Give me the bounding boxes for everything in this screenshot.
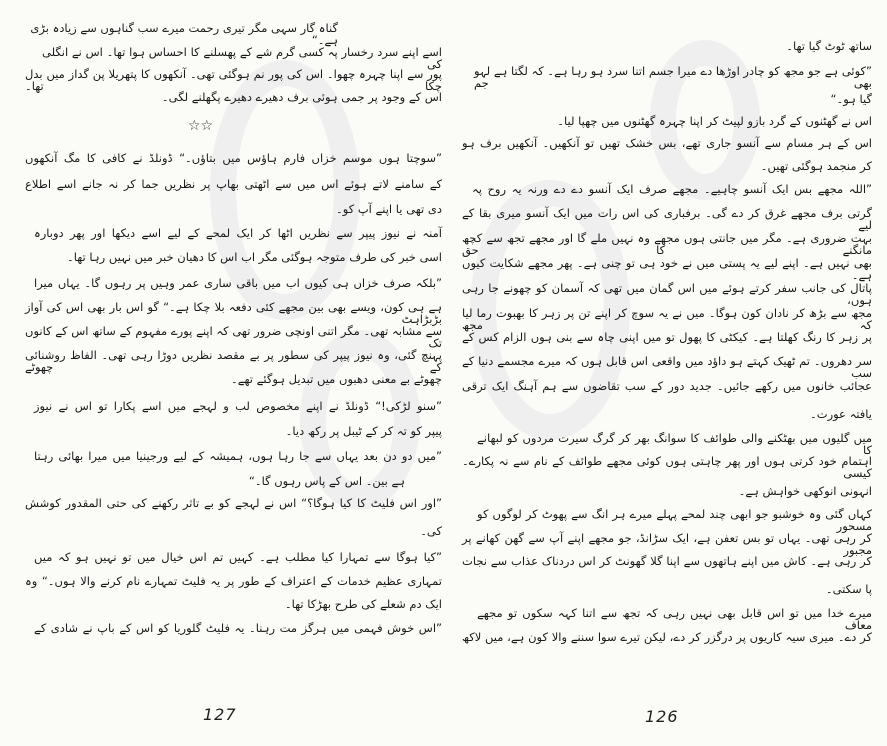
text-line: ”اس خوش فہمی میں ہرگز مت رہنا۔ یہ فلیٹ گلوریا کو اس کے باپ نے شادی کے [34,621,442,635]
text-line: مجھ سے بڑھ کر نادان کون ہوگا۔ میں نے یہ سوچ کر اپنے تن پر زہر کا بھبوت رما لیا کہ مجھ [462,306,872,332]
text-line: ساتھ ٹوٹ گیا تھا۔ [786,39,872,53]
text-line: اسے اپنے سرد رخسار پہ کسی گرم شے کے پھسلنے کا احساس ہوا تھا۔ اس نے انگلی کی [42,45,442,71]
text-line: میرے خدا میں تو اس قابل بھی نہیں رہی کہ تجھ سے اتنا کہہ سکوں تو مجھے معاف [477,606,872,632]
text-line: ہے ہی کون، ویسے بھی بین مجھے کئی دفعہ بلا چکا ہے۔“ گو اس بار بھی اس کی آواز بڑبڑاہٹ [25,300,442,326]
text-line: گیا ہو۔“ [830,92,872,106]
text-line: بھی نہیں ہے۔ اپنے لیے یہ پستی میں نے خود ہی تو چنی ہے۔ پھر مجھے شکایت کیوں ہے۔ [462,256,872,282]
text-line: سے مشابہ تھی۔ مگر اتنی اونچی ضرور تھی کہ اپنے پورے مفہوم کے ساتھ اس کے کانوں تک [25,324,442,350]
text-line: سر دھروں۔ تم ٹھیک کہتے ہو داؤد میں واقعی اس قابل ہوں کہ میرے مجسمے دنیا کے سب [462,354,872,380]
text-line: کہاں گئی وہ خوشبو جو ابھی چند لمحے پہلے میرے ہر انگ سے پھوٹ کر لوگوں کو مسحور [477,507,872,533]
text-line: پہنچ گئی، وہ نیوز پیپر کی سطور پر بے مقصد نظریں دوڑا رہی تھی۔ الفاظ روشنائی کے چھوٹے [25,348,442,374]
text-line: انہونی انوکھی خواہش ہے۔ [738,484,872,498]
text-line: کر دے۔ میری سیہ کاریوں پر درگزر کر دے، لیکن تیرے سوا سننے والا کون ہے، میں لاکھ [462,630,872,644]
page-number: 126 [645,707,679,726]
section-separator-stars: ☆☆ [188,118,214,134]
text-line: آمنہ نے نیوز پیپر سے نظریں اٹھا کر ایک لمحے کے لیے اسے دیکھا اور پھر دوبارہ [34,226,442,240]
text-line: یافتہ عورت۔ [810,407,872,421]
text-line: کی۔ [420,524,442,538]
text-line: دی تھی یا اپنے آپ کو۔ [336,202,442,216]
text-line: گرتی برف مجھے غرق کر دے گی۔ برفباری کی اس رات میں ایک آنسو میری بقا کے لیے [462,206,872,232]
text-line: اس کے وجود پر جمی ہوئی برف دھیرے دھیرے پگھلنے لگی۔ [161,90,442,104]
text-line: ”میں دو دن بعد یہاں سے جا رہا ہوں، ہمیشہ کے لیے ورجینیا میں میرا بھائی رہتا [34,449,442,463]
text-line: بہت ضروری ہے۔ مگر میں جانتی ہوں مجھے وہ نہیں ملے گا اور مجھے تجھ سے کچھ مانگنے کا حق [462,231,872,257]
text-line: ہے بین۔ اس کے پاس رہوں گا۔“ [248,474,405,488]
text-line: پاتال کی جانب سفر کرتے ہوئے میں اس گمان میں تھی کہ آسمان کو چھونے جا رہی ہوں، [462,281,872,307]
text-line: کے سامنے لاتے ہوئے اس میں سے اٹھتی بھاپ پر نظریں جما کر نہ جانے اسے اطلاع [25,177,442,191]
right-page-126 [450,0,887,746]
text-line: ”کوئی ہے جو مجھ کو چادر اوڑھا دے میرا جسم اتنا سرد ہو رہا ہے۔ کہ لگتا ہے لہو بھی جم [474,64,872,90]
text-line: اسی خبر کی طرف متوجہ ہوگئی مگر اب اس کا دھیان خبر میں نہیں رہا تھا۔ [67,250,442,264]
text-line: اہتمام خود کرتی ہوں اور پھر چاہتی ہوں کوئی مجھے طوائف کے نام سے نہ پکارے۔ کیسی [462,454,872,480]
text-line: کر منجمد ہوگئی تھیں۔ [760,159,872,173]
text-line: گناہ گار سہی مگر تیری رحمت میرے سب گناہوں سے زیادہ بڑی ہے۔“ [30,21,338,47]
text-line: چھوٹے بے معنی دھبوں میں تبدیل ہوگئے تھے۔ [231,372,442,386]
text-line: ”کیا ہوگا سے تمہارا کیا مطلب ہے۔ کہیں تم اس خیال میں تو نہیں ہو کہ میں [34,550,442,564]
text-line: عجائب خانوں میں رکھے جائیں۔ جدید دور کے سب تقاضوں سے ہم آہنگ ایک ترقی [462,379,872,393]
text-line: تمہاری عظیم خدمات کے اعتراف کے طور پر یہ فلیٹ تمہارے نام کرنے والا ہوں۔“ وہ [25,574,442,588]
text-line: ”سنو لڑکی!“ ڈونلڈ نے اپنے مخصوص لب و لہجے میں اسے پکارا تو اس نے نیوز [34,399,442,413]
text-line: کر رہی تھی۔ یہاں تو بس تعفن ہے، ایک سڑانڈ، جو مجھے اپنے آپ سے گھن کھانے پر مجبور [462,531,872,557]
text-line: پا سکتی۔ [825,582,872,596]
text-line: ”سوچتا ہوں موسم خزاں فارم ہاؤس میں بتاؤں۔“ ڈونلڈ نے کافی کا مگ آنکھوں [25,151,442,165]
page-number: 127 [203,705,237,724]
text-line: اس نے گھٹنوں کے گرد بازو لپیٹ کر اپنا چہرہ گھٹنوں میں چھپا لیا۔ [557,114,872,128]
text-line: ایک دم شعلے کی طرح بھڑکا تھا۔ [284,597,442,611]
text-line: کر رہی ہے۔ کاش میں اپنے ہاتھوں سے اپنا گلا گھونٹ کر اس دردناک عذاب سے نجات [462,554,872,568]
text-line: ”اللہ مجھے بس ایک آنسو چاہیے۔ مجھے صرف ایک آنسو دے دے ورنہ یہ روح پہ [472,182,872,196]
text-line: ”بلکہ صرف خزاں ہی کیوں اب میں باقی ساری عمر وہیں پر رہوں گا۔ یہاں میرا [34,276,442,290]
text-line: اس کے ہر مسام سے آنسو جاری تھے، بس خشک تھیں تو آنکھیں۔ آنکھیں برف ہو [462,136,872,150]
text-line: پیپر کو تہ کر کے ٹیبل پر رکھ دیا۔ [285,424,442,438]
text-line: میں گلیوں میں بھٹکنے والی طوائف کا سوانگ بھر کر گرگ سیرت مردوں کو لبھانے کا [477,431,872,457]
text-line: ”اور اس فلیٹ کا کیا ہوگا؟“ اس نے لہجے کو بے تاثر رکھنے کی حتی المقدور کوشش [25,496,442,510]
text-line: پر زہر کا رنگ کھلتا ہے۔ کیکٹی کا پھول تو میں اپنی چاہ سے بنی ہوں الزام کس کے [462,330,872,344]
text-line: پور سے اپنا چہرہ چھوا۔ اس کی پور نم ہوگئی تھی۔ آنکھوں کا پتھریلا پن گداز میں بدل چکا تھا۔ [25,67,442,93]
